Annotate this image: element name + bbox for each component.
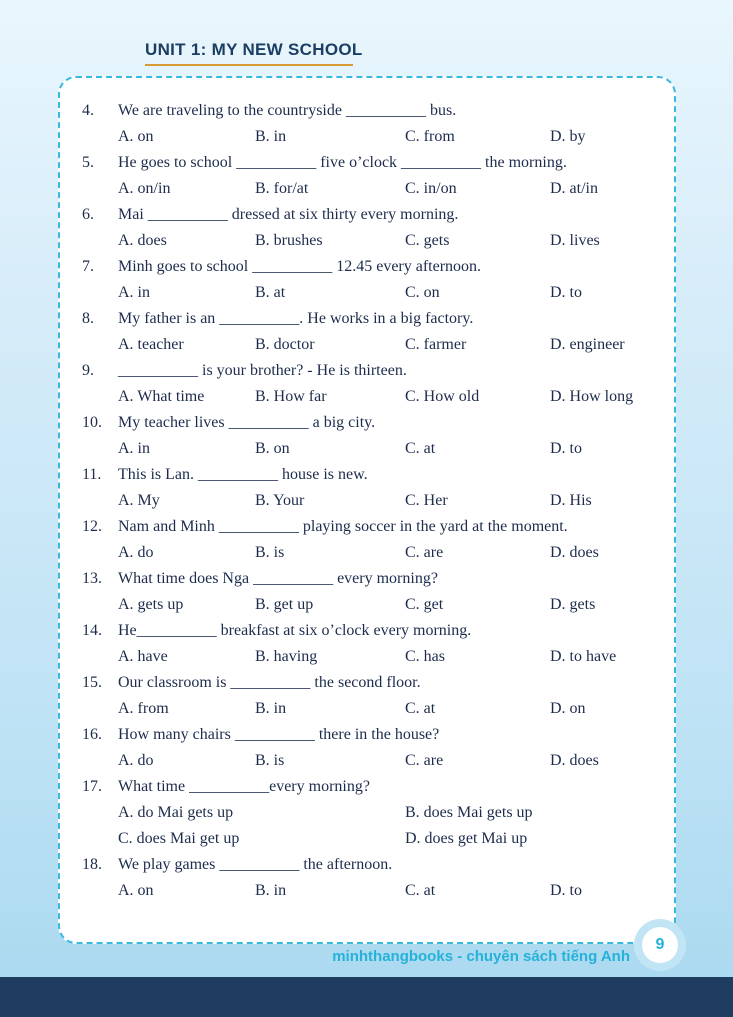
- answer-option: B. having: [255, 648, 318, 665]
- answer-option: B. does Mai gets up: [405, 804, 533, 821]
- question-text: We play games __________ the afternoon.: [118, 856, 393, 873]
- question-line: [82, 774, 658, 800]
- question-number: 14.: [82, 622, 102, 639]
- answer-option: D. does: [550, 752, 599, 769]
- question-line: [82, 670, 658, 696]
- question-line: [82, 150, 658, 176]
- answer-option: C. How old: [405, 388, 480, 405]
- answer-option: B. at: [255, 284, 286, 301]
- answer-option: B. How far: [255, 388, 327, 405]
- answer-option: C. at: [405, 882, 436, 899]
- question-text: __________ is your brother? - He is thirteen.: [118, 362, 407, 379]
- question-block: [82, 566, 658, 618]
- answer-option: C. get: [405, 596, 444, 613]
- question-block: [82, 774, 658, 852]
- question-block: [82, 852, 658, 904]
- question-text: What time does Nga __________ every morning?: [118, 570, 438, 587]
- options-row: [118, 748, 658, 774]
- question-text: We are traveling to the countryside __________ bus.: [118, 102, 457, 119]
- title-underline-divider: [145, 64, 353, 66]
- page-number: 9: [642, 927, 678, 963]
- question-line: [82, 306, 658, 332]
- question-text: How many chairs __________ there in the house?: [118, 726, 440, 743]
- answer-option: B. brushes: [255, 232, 323, 249]
- question-text: This is Lan. __________ house is new.: [118, 466, 368, 483]
- answer-option: D. How long: [550, 388, 634, 405]
- answer-option: A. do: [118, 752, 154, 769]
- answer-option: D. does get Mai up: [405, 830, 528, 847]
- question-line: [82, 462, 658, 488]
- answer-option: A. gets up: [118, 596, 184, 613]
- answer-option: C. at: [405, 440, 436, 457]
- answer-option: D. to: [550, 440, 582, 457]
- question-number: 4.: [82, 102, 94, 119]
- question-block: [82, 722, 658, 774]
- question-line: [82, 566, 658, 592]
- question-block: [82, 306, 658, 358]
- page-number-badge: [634, 919, 686, 971]
- answer-option: A. in: [118, 440, 150, 457]
- answer-option: C. farmer: [405, 336, 467, 353]
- options-row: [118, 228, 658, 254]
- answer-option: C. are: [405, 752, 444, 769]
- answer-option: A. teacher: [118, 336, 184, 353]
- answer-option: C. from: [405, 128, 455, 145]
- answer-option: A. does: [118, 232, 167, 249]
- answer-option: A. on: [118, 128, 154, 145]
- question-block: [82, 618, 658, 670]
- question-line: [82, 202, 658, 228]
- question-number: 7.: [82, 258, 94, 275]
- question-line: [82, 98, 658, 124]
- options-row: [118, 592, 658, 618]
- answer-option: A. on/in: [118, 180, 171, 197]
- answer-option: B. in: [255, 128, 287, 145]
- question-text: Our classroom is __________ the second floor.: [118, 674, 421, 691]
- options-row: [118, 176, 658, 202]
- answer-option: C. in/on: [405, 180, 457, 197]
- options-row: [118, 332, 658, 358]
- answer-option: D. by: [550, 128, 586, 145]
- answer-option: C. at: [405, 700, 436, 717]
- answer-option: D. engineer: [550, 336, 625, 353]
- question-number: 8.: [82, 310, 94, 327]
- answer-option: A. in: [118, 284, 150, 301]
- answer-option: D. at/in: [550, 180, 598, 197]
- answer-option: D. His: [550, 492, 592, 509]
- question-line: [82, 254, 658, 280]
- answer-option: B. doctor: [255, 336, 315, 353]
- question-number: 18.: [82, 856, 102, 873]
- answer-option: A. from: [118, 700, 169, 717]
- question-number: 13.: [82, 570, 102, 587]
- answer-option: C. are: [405, 544, 444, 561]
- unit-title: UNIT 1: MY NEW SCHOOL: [145, 40, 363, 59]
- question-number: 11.: [82, 466, 102, 483]
- question-number: 16.: [82, 726, 102, 743]
- question-number: 6.: [82, 206, 94, 223]
- question-text: He goes to school __________ five o’clock __________ the morning.: [118, 154, 567, 171]
- options-row: [118, 436, 658, 462]
- question-line: [82, 852, 658, 878]
- question-line: [82, 410, 658, 436]
- question-block: [82, 358, 658, 410]
- question-block: [82, 410, 658, 462]
- question-text: Minh goes to school __________ 12.45 every afternoon.: [118, 258, 482, 275]
- answer-option: B. for/at: [255, 180, 309, 197]
- question-number: 9.: [82, 362, 94, 379]
- question-number: 10.: [82, 414, 102, 431]
- answer-option: D. gets: [550, 596, 596, 613]
- question-line: [82, 358, 658, 384]
- options-row: [118, 280, 658, 306]
- question-block: [82, 98, 658, 150]
- question-text: He__________ breakfast at six o’clock every morning.: [118, 622, 472, 639]
- question-line: [82, 722, 658, 748]
- answer-option: D. to: [550, 284, 582, 301]
- question-number: 12.: [82, 518, 102, 535]
- answer-option: C. gets: [405, 232, 450, 249]
- question-block: [82, 514, 658, 566]
- question-line: [82, 618, 658, 644]
- answer-option: D. to have: [550, 648, 617, 665]
- answer-option: D. lives: [550, 232, 600, 249]
- answer-option: A. do Mai gets up: [118, 804, 234, 821]
- question-block: [82, 670, 658, 722]
- answer-option: C. Her: [405, 492, 448, 509]
- bottom-bar: [0, 977, 733, 1017]
- answer-option: C. has: [405, 648, 445, 665]
- question-number: 15.: [82, 674, 102, 691]
- answer-option: B. is: [255, 752, 285, 769]
- answer-option: C. does Mai get up: [118, 830, 240, 847]
- answer-option: B. on: [255, 440, 290, 457]
- question-line: [82, 514, 658, 540]
- question-block: [82, 462, 658, 514]
- question-number: 5.: [82, 154, 94, 171]
- answer-option: B. in: [255, 882, 287, 899]
- question-text: What time __________every morning?: [118, 778, 370, 795]
- question-list: [82, 98, 658, 904]
- options-row: [118, 384, 658, 410]
- question-block: [82, 150, 658, 202]
- answer-option: A. on: [118, 882, 154, 899]
- answer-option: D. to: [550, 882, 582, 899]
- answer-option: D. on: [550, 700, 586, 717]
- options-row: [118, 644, 658, 670]
- answer-option: A. What time: [118, 388, 205, 405]
- answer-option: D. does: [550, 544, 599, 561]
- answer-option: A. have: [118, 648, 168, 665]
- answer-option: C. on: [405, 284, 440, 301]
- answer-option: A. do: [118, 544, 154, 561]
- options-row: [118, 124, 658, 150]
- options-row: [118, 540, 658, 566]
- question-block: [82, 254, 658, 306]
- question-text: Nam and Minh __________ playing soccer in the yard at the moment.: [118, 518, 568, 535]
- answer-option: A. My: [118, 492, 160, 509]
- answer-option: B. is: [255, 544, 285, 561]
- question-text: My father is an __________. He works in a big factory.: [118, 310, 474, 327]
- options-row: [118, 488, 658, 514]
- question-block: [82, 202, 658, 254]
- answer-option: B. get up: [255, 596, 314, 613]
- options-row: [118, 696, 658, 722]
- options-row: [118, 800, 658, 852]
- question-text: Mai __________ dressed at six thirty every morning.: [118, 206, 459, 223]
- answer-option: B. in: [255, 700, 287, 717]
- options-row: [118, 878, 658, 904]
- footer-brand-text: minhthangbooks - chuyên sách tiếng Anh: [332, 948, 630, 965]
- answer-option: B. Your: [255, 492, 305, 509]
- question-text: My teacher lives __________ a big city.: [118, 414, 376, 431]
- question-number: 17.: [82, 778, 102, 795]
- questions-card: [58, 76, 676, 944]
